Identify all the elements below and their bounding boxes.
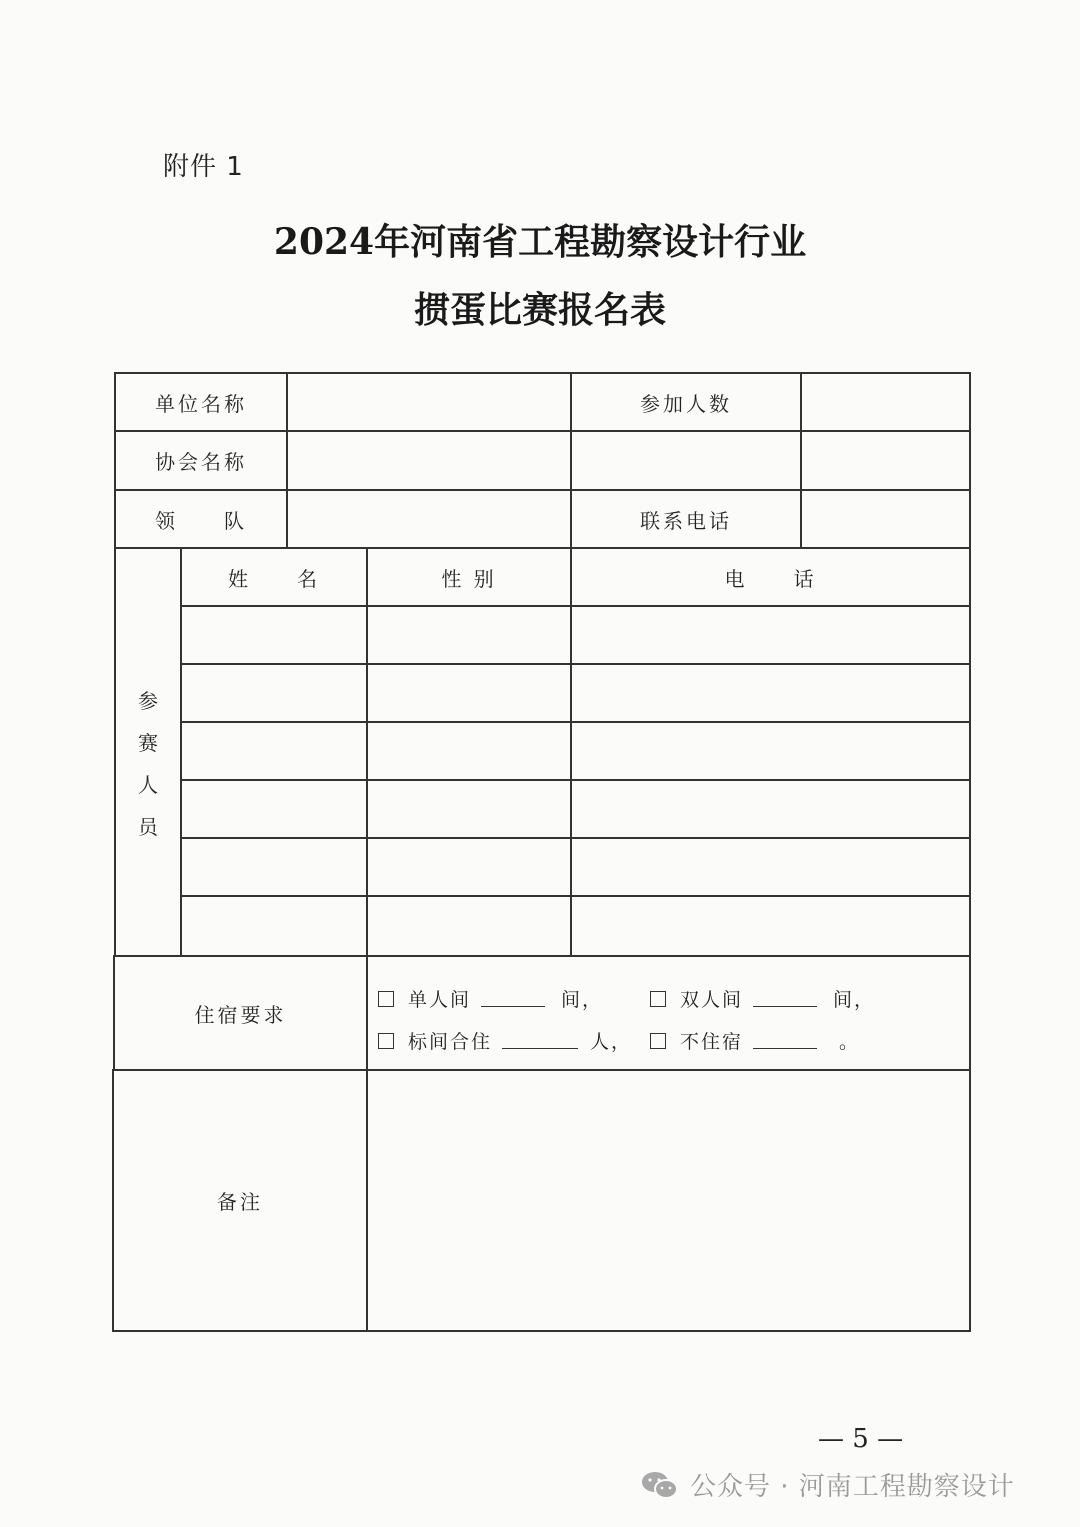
single-room-label: 单人间: [408, 989, 472, 1011]
col-header-phone: 电 话: [724, 566, 817, 591]
association-name-field[interactable]: [288, 432, 570, 489]
no-lodging-label: 不住宿: [680, 1031, 744, 1053]
accommodation-label: 住宿要求: [194, 1002, 287, 1027]
unit-name-field[interactable]: [288, 374, 570, 430]
no-lodging-checkbox[interactable]: [650, 1033, 666, 1049]
table-row[interactable]: [182, 839, 969, 895]
no-lodging-end: 。: [839, 1031, 861, 1053]
table-row[interactable]: [182, 665, 969, 721]
page-number: — 5 —: [818, 1424, 904, 1454]
table-row[interactable]: [182, 723, 969, 779]
remarks-label: 备注: [217, 1190, 263, 1214]
contact-phone-field[interactable]: [802, 491, 969, 547]
double-room-checkbox[interactable]: [650, 991, 666, 1007]
form-title-line1: 2024年河南省工程勘察设计行业: [273, 221, 807, 263]
watermark: [640, 1466, 1015, 1503]
shared-room-count-field[interactable]: [502, 1032, 578, 1049]
col-header-name: 姓 名: [228, 566, 320, 591]
no-lodging-field[interactable]: [753, 1032, 817, 1049]
shared-room-checkbox[interactable]: [378, 1033, 394, 1049]
double-room-label: 双人间: [680, 989, 744, 1011]
table-row[interactable]: [182, 607, 969, 663]
double-room-unit: 间，: [833, 989, 876, 1011]
col-header-gender: 性 别: [441, 566, 497, 591]
shared-room-label: 标间合住: [408, 1031, 493, 1053]
single-room-checkbox[interactable]: [378, 991, 394, 1007]
watermark-text: 公众号 · 河南工程勘察设计: [690, 1472, 1015, 1502]
leader-label: 领 队: [155, 508, 247, 533]
wechat-icon: [640, 1470, 680, 1500]
participants-count-label: 参加人数: [640, 391, 732, 416]
single-room-unit: 间，: [561, 989, 604, 1011]
form-title-line2: 掼蛋比赛报名表: [413, 289, 666, 331]
participants-count-field[interactable]: [802, 374, 969, 430]
leader-field[interactable]: [288, 491, 570, 547]
attachment-label: 附件 1: [163, 152, 244, 182]
shared-room-unit: 人，: [590, 1031, 633, 1053]
table-row[interactable]: [182, 781, 969, 837]
association-name-label: 协会名称: [155, 450, 247, 474]
single-room-count-field[interactable]: [481, 990, 545, 1007]
contact-phone-label: 联系电话: [640, 508, 732, 533]
table-row[interactable]: [182, 897, 969, 955]
players-section-label: 参 赛 人 员: [138, 689, 158, 839]
remarks-field[interactable]: [368, 1071, 969, 1330]
unit-name-label: 单位名称: [155, 391, 247, 416]
double-room-count-field[interactable]: [753, 990, 817, 1007]
